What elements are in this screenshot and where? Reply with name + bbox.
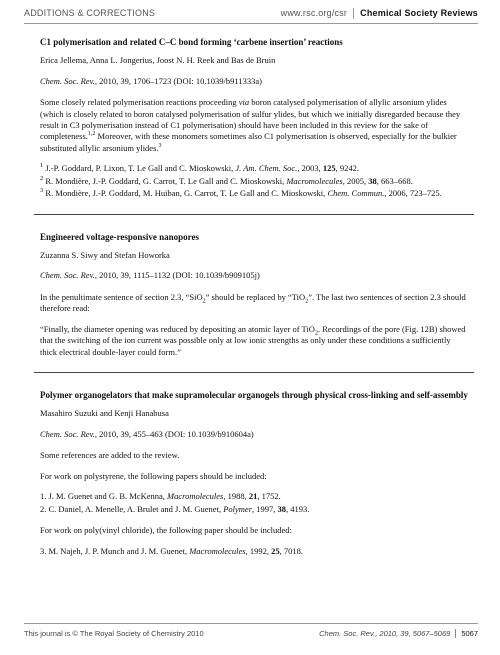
footer-rule — [24, 623, 478, 624]
reference-pages: , 4193. — [286, 503, 310, 514]
reference-item — [40, 491, 468, 502]
page-content — [40, 36, 468, 567]
reference-year: , 1997, — [252, 503, 278, 514]
text-run: . Recordings of the pore (Fig. 12B) showed that the switching of the ion current was possible only at low ionic strengths as only under these conditions a sufficiently thick electrical double-layer could form.” — [40, 323, 466, 357]
text-run: ” should be replaced by “TiO — [205, 291, 306, 302]
reference-year: , 1992, — [245, 545, 272, 556]
reference-journal: Macromolecules — [167, 491, 224, 502]
reference-superscript[interactable]: 1,2 — [87, 131, 96, 138]
section-citation — [40, 270, 468, 281]
reference-authors: 1. J. M. Guenet and G. B. McKenna, — [40, 491, 168, 502]
reference-authors: 3. M. Najeh, J. P. Munch and J. M. Guenet, — [40, 545, 190, 556]
header-right — [281, 8, 478, 19]
subscript: 2 — [305, 298, 309, 305]
section-authors: Zuzanna S. Siwy and Stefan Howorka — [40, 249, 170, 260]
reference-number: 1 — [40, 162, 44, 170]
reference-volume: 25 — [271, 545, 280, 556]
reference-list — [40, 163, 468, 199]
reference-authors: 2. C. Daniel, A. Menelle, A. Brulet and J. M. Guenet, — [40, 503, 224, 514]
body-paragraph: For work on polystyrene, the following papers should be included: — [40, 470, 267, 481]
reference-list — [40, 491, 468, 515]
journal-name: Chemical Society Reviews — [360, 8, 478, 18]
reference-year: , 2003, — [297, 163, 323, 174]
reference-item — [40, 546, 468, 557]
text-run: Moreover, with these monomers sometimes also C1 polymerisation is observed, especially for the bulkier substituted allylic arsonium ylides. — [40, 131, 457, 153]
text-run: In the penultimate sentence of section 2.3, “SiO — [40, 291, 203, 302]
reference-journal: Polymer — [223, 503, 252, 514]
reference-pages: , 9242. — [335, 163, 359, 174]
reference-authors: J.-P. Goddard, P. Lixon, T. Le Gall and C. Mioskowski, — [45, 163, 236, 174]
reference-journal: Macromolecules — [286, 175, 343, 186]
section-title: Polymer organogelators that make supramolecular organogels through physical cross-linking and self-assembly — [40, 390, 468, 401]
body-paragraph: Some references are added to the review. — [40, 450, 180, 461]
section-citation — [40, 76, 468, 87]
text-run: ”. The last two sentences of section 2.3 should therefore read: — [40, 291, 466, 314]
section-authors: Masahiro Suzuki and Kenji Hanabusa — [40, 408, 169, 419]
section-body — [40, 450, 468, 482]
text-run-italic: via — [238, 97, 250, 108]
reference-pages: , 1752. — [257, 491, 281, 502]
body-paragraph — [40, 97, 468, 154]
section-divider — [34, 372, 474, 373]
header-rule — [24, 23, 478, 24]
section-label: ADDITIONS & CORRECTIONS — [24, 8, 156, 18]
reference-pages: , 663–668. — [376, 175, 413, 186]
section-body — [40, 525, 468, 536]
section-citation — [40, 429, 468, 440]
citation-journal: Chem. Soc. Rev. — [40, 75, 95, 86]
reference-year: , 2005, — [342, 175, 369, 186]
reference-journal: Chem. Commun. — [327, 188, 385, 199]
section-title: Engineered voltage-responsive nanopores — [40, 231, 200, 242]
reference-item — [40, 176, 468, 187]
correction-section — [40, 36, 468, 200]
page-number: 5067 — [461, 628, 478, 638]
reference-superscript[interactable]: 3 — [158, 143, 162, 150]
reference-year: , 2006, 723–725. — [384, 188, 442, 199]
footer-separator — [455, 629, 456, 638]
reference-item — [40, 163, 468, 174]
correction-section — [40, 231, 468, 358]
reference-list — [40, 546, 468, 557]
subscript: 2 — [314, 330, 318, 337]
body-paragraph: For work on poly(vinyl chloride), the following paper should be included: — [40, 525, 292, 536]
reference-number: 2 — [40, 175, 44, 183]
section-title: C1 polymerisation and related C–C bond forming ‘carbene insertion’ reactions — [40, 37, 343, 47]
page-footer — [24, 626, 478, 640]
reference-item — [40, 188, 468, 199]
section-body — [40, 97, 468, 154]
text-run: “Finally, the diameter opening was reduced by depositing an atomic layer of TiO — [40, 323, 315, 334]
citation-details: , 2010, 39, 1706–1723 (DOI: 10.1039/b911333a) — [94, 75, 262, 86]
reference-volume: 38 — [277, 503, 286, 514]
reference-authors: R. Mondière, J.-P. Goddard, M. Huiban, G. Carrot, T. Le Gall and C. Mioskowski, — [45, 188, 328, 199]
text-run: Some closely related polymerisation reactions proceeding — [40, 97, 239, 108]
reference-volume: 125 — [322, 163, 336, 174]
section-authors: Erica Jellema, Anna L. Jongerius, Joost N. H. Reek and Bas de Bruin — [40, 55, 276, 66]
quoted-paragraph — [40, 324, 468, 358]
header-separator — [353, 8, 354, 19]
copyright-notice: This journal is © The Royal Society of Chemistry 2010 — [24, 628, 204, 638]
reference-authors: R. Mondière, J.-P. Goddard, G. Carrot, T. Le Gall and C. Mioskowski, — [45, 175, 287, 186]
page-header — [24, 4, 478, 22]
reference-year: , 1988, — [223, 491, 249, 502]
correction-section — [40, 389, 468, 557]
reference-pages: , 7018. — [279, 545, 303, 556]
text-run: boron catalysed polymerisation of allylic arsonium ylides (which is closely related to boron catalysed polymerisation of sulfur ylides, but which we initially disregarded because they result in C3 polymerisation instead of C1 polymerisation) should have been included in this review for the sake of completeness. — [40, 97, 461, 142]
citation-journal: Chem. Soc. Rev. — [40, 270, 95, 281]
reference-item — [40, 504, 468, 515]
citation-details: , 2010, 39, 1115–1132 (DOI: 10.1039/b909105j) — [94, 270, 260, 281]
section-body — [40, 292, 468, 358]
reference-journal: Macromolecules — [189, 545, 246, 556]
body-paragraph — [40, 292, 468, 315]
citation-details: , 2010, 39, 455–463 (DOI: 10.1039/b910604a) — [94, 428, 254, 439]
reference-number: 3 — [40, 187, 44, 195]
citation-journal: Chem. Soc. Rev. — [40, 428, 95, 439]
reference-volume: 38 — [368, 175, 377, 186]
footer-right — [319, 629, 478, 638]
reference-journal: J. Am. Chem. Soc. — [235, 163, 298, 174]
subscript: 2 — [202, 298, 206, 305]
reference-volume: 21 — [248, 491, 258, 502]
journal-reference: Chem. Soc. Rev., 2010, 39, 5067–5069 — [319, 628, 451, 638]
section-divider — [34, 214, 474, 215]
journal-website-link[interactable]: www.rsc.org/csr — [280, 8, 348, 18]
